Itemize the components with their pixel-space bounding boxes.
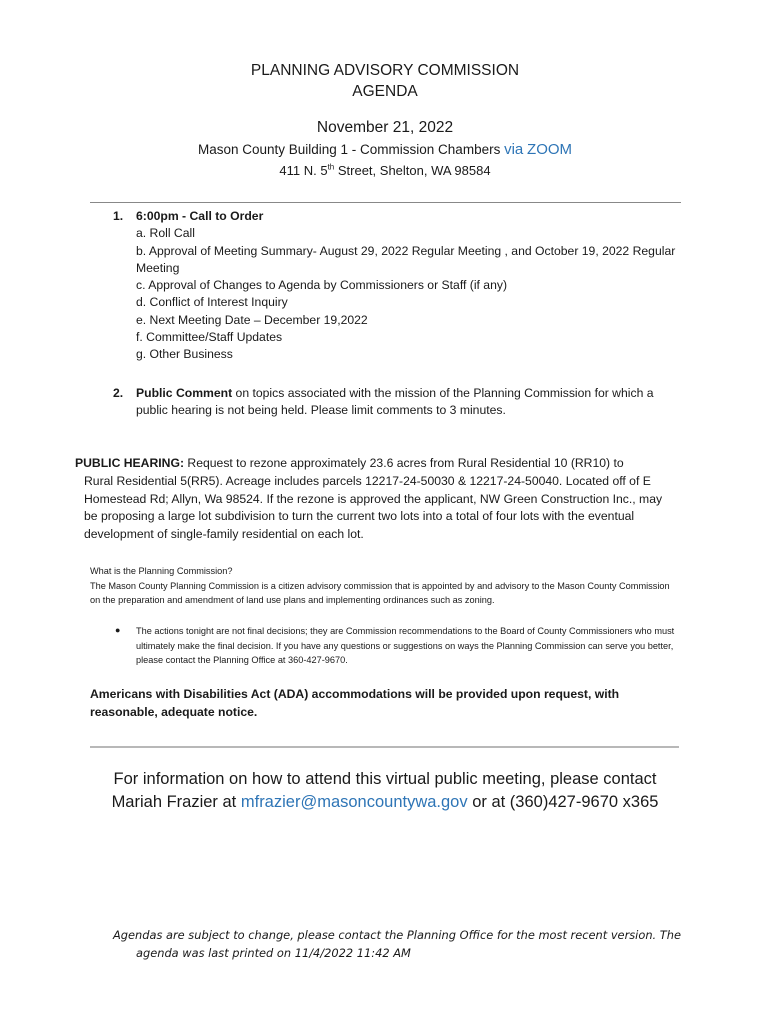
contact-name: Mariah Frazier at (111, 792, 241, 811)
call-to-order-heading: 6:00pm - Call to Order (136, 209, 264, 223)
agenda-subitem: g. Other Business (136, 347, 233, 362)
location-text: Mason County Building 1 - Commission Chambers (197, 142, 501, 157)
public-hearing (75, 455, 675, 544)
footer-line-2: agenda was last printed on 11/4/2022 11:42 AM (136, 946, 411, 960)
agenda-subitem: c. Approval of Changes to Agenda by Commissioners or Staff (if any) (136, 278, 508, 293)
address-start: 411 N. 5 (279, 163, 328, 178)
title-line-1: PLANNING ADVISORY COMMISSION (250, 62, 520, 79)
header-divider (90, 202, 681, 203)
meeting-location (0, 141, 770, 158)
footer-line-1: Agendas are subject to change, please contact the Planning Office for the most recent version. The (113, 928, 681, 942)
contact-info (0, 768, 770, 813)
contact-phone: or at (360)427-9670 x365 (467, 792, 659, 811)
public-comment-heading: Public Comment (136, 386, 233, 400)
bullet-icon: ● (115, 625, 121, 635)
about-section (90, 564, 680, 608)
contact-line-2 (0, 791, 770, 814)
agenda-item-number: 2. (113, 386, 124, 400)
address-end: Street, Shelton, WA 98584 (334, 163, 491, 178)
agenda-subitem: a. Roll Call (136, 226, 195, 241)
section-divider (90, 746, 679, 748)
agenda-subitem: d. Conflict of Interest Inquiry (136, 295, 288, 310)
about-question: What is the Planning Commission? (90, 566, 233, 576)
document-title (0, 60, 770, 102)
ada-notice: Americans with Disabilities Act (ADA) accommodations will be provided upon request, with reasonable, adequate notice. (90, 687, 620, 719)
email-link[interactable]: mfrazier@masoncountywa.gov (240, 792, 468, 811)
zoom-link[interactable]: ZOOM (527, 141, 573, 158)
agenda-subitem: b. Approval of Meeting Summary- August 29, 2022 Regular Meeting , and October 19, 2022 Regular Meeting (136, 243, 676, 275)
agenda-item-1 (0, 208, 770, 368)
public-hearing-text-first: Request to rezone approximately 23.6 acres from Rural Residential 10 (RR10) to (184, 456, 624, 470)
meeting-address (0, 163, 770, 178)
public-comment-text: on topics associated with the mission of the Planning Commission for which a public hearing is not being held. Please limit comments to 3 minutes. (136, 386, 654, 418)
agenda-subitem: f. Committee/Staff Updates (136, 330, 283, 345)
agenda-subitem: e. Next Meeting Date – December 19,2022 (136, 312, 368, 327)
about-answer: The Mason County Planning Commission is a citizen advisory commission that is appointed by and advisory to the Mason County Commission on the preparation and amendment of land use plans and implementing ordinances such as zoning. (90, 580, 670, 605)
agenda-item-2 (0, 385, 770, 425)
meeting-date: November 21, 2022 (316, 119, 454, 136)
public-hearing-text: Rural Residential 5(RR5). Acreage includes parcels 12217-24-50030 & 12217-24-50040. Located off of E Homestead Rd; Allyn, Wa 98524. If the rezone is approved the applicant, NW Green Construction Inc., may be proposing a large lot subdivision to turn the current two lots into a total of four lots with the eventual development of single-family residential on each lot. (84, 473, 663, 542)
public-hearing-label: PUBLIC HEARING: (75, 456, 185, 470)
address-superscript: th (327, 162, 335, 172)
location-via: via (504, 141, 524, 158)
title-line-2: AGENDA (352, 83, 418, 100)
footer-note (113, 926, 683, 962)
contact-line-1: For information on how to attend this virtual public meeting, please contact (113, 770, 657, 788)
agenda-item-number: 1. (113, 209, 124, 223)
bullet-text: The actions tonight are not final decisions; they are Commission recommendations to the Board of County Commissioners who must ultimately make the final decision. If you have any questions or suggestions on ways the Planning Commission can serve you better, please contact the Planning Office at 360-427-9670. (136, 626, 675, 665)
